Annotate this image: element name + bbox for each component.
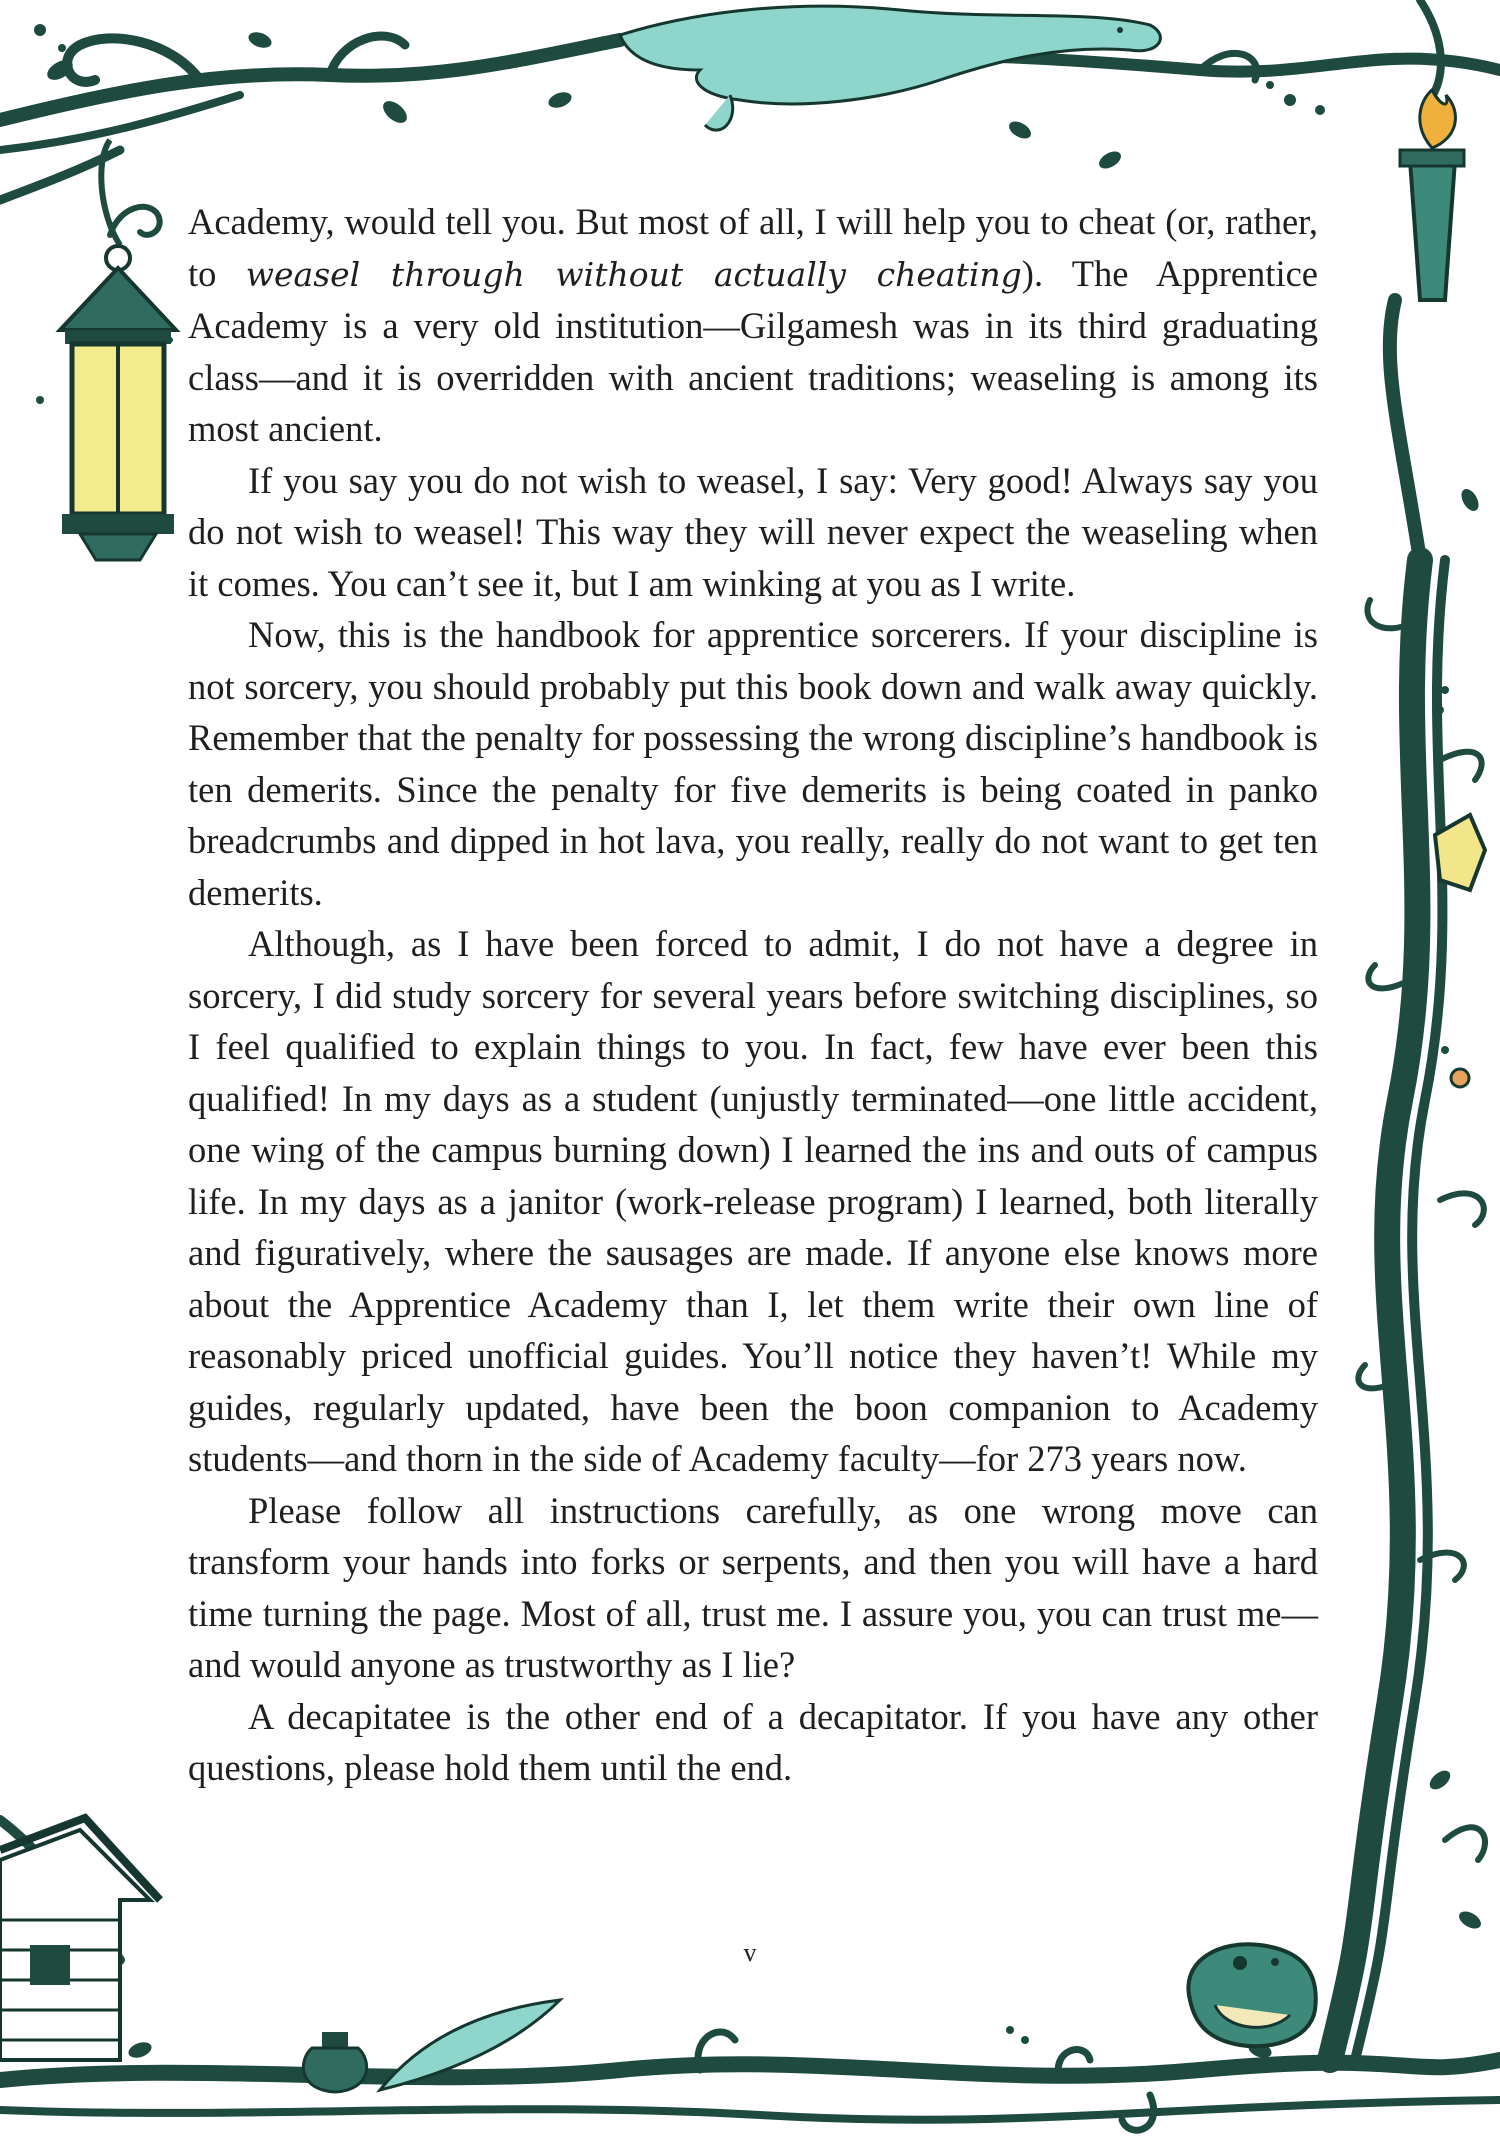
paragraph-3: Now, this is the handbook for apprentice sorcerers. If your discipline is not sorcery, you should probably put this book down and walk away quickly. Remember that the penalty for possessing the wrong discipline’s handbook is ten demerits. Since the penalty for five demerits is being coated in panko breadcrumbs and dipped in hot lava, you really, really do not want to get ten demerits. bbox=[188, 614, 1318, 913]
page-number: v bbox=[743, 1938, 757, 1967]
body-text bbox=[188, 196, 1318, 1794]
emphasized-phrase: weasel through without actually cheating bbox=[245, 254, 1022, 294]
paragraph-5: Please follow all instructions carefully, as one wrong move can transform your hands into forks or serpents, and then you will have a hard time turning the page. Most of all, trust me. I assure you, you can trust me—and would anyone as trustworthy as I lie? bbox=[188, 1489, 1318, 1685]
torch-illustration bbox=[1400, 90, 1464, 300]
lantern-illustration bbox=[60, 140, 176, 560]
eye-ornament bbox=[1451, 1069, 1469, 1087]
paragraph-4: Although, as I have been forced to admit, I do not have a degree in sorcery, I did study sorcery for several years before switching disciplines, so I feel qualified to explain things to you. In fact, few have ever been this qualified! In my days as a student (unjustly terminated—one little accident, one wing of the campus burning down) I learned the ins and outs of campus life. In my days as a janitor (work-release program) I learned, both literally and figuratively, where the sausages are made. If anyone else knows more about the Apprentice Academy than I, let them write their own line of reasonably priced unofficial guides. You’ll notice they haven’t! While my guides, regularly updated, have been the boon companion to Academy students—and thorn in the side of Academy faculty—for 273 years now. bbox=[188, 923, 1318, 1479]
ink-bottle-illustration bbox=[303, 2032, 366, 2092]
sea-creature-illustration bbox=[620, 6, 1160, 130]
paragraph-1-tail: ). The Apprentice Academy is a very old institution—Gilgamesh was in its third graduating class—and it is overridden with ancient traditions; weaseling is among its most ancient. bbox=[188, 252, 1318, 449]
paragraph-6: A decapitatee is the other end of a decapitator. If you have any other questions, please hold them until the end. bbox=[188, 1695, 1318, 1788]
paragraph-2: If you say you do not wish to weasel, I say: Very good! Always say you do not wish to weasel! This way they will never expect the weaseling when it comes. You can’t see it, but I am winking at you as I write. bbox=[188, 459, 1318, 604]
paragraph-1-lead: Academy, would tell you. But most of all, I will help you to cheat (or, rather, to bbox=[188, 201, 1318, 294]
paragraph-1 bbox=[188, 196, 1318, 455]
